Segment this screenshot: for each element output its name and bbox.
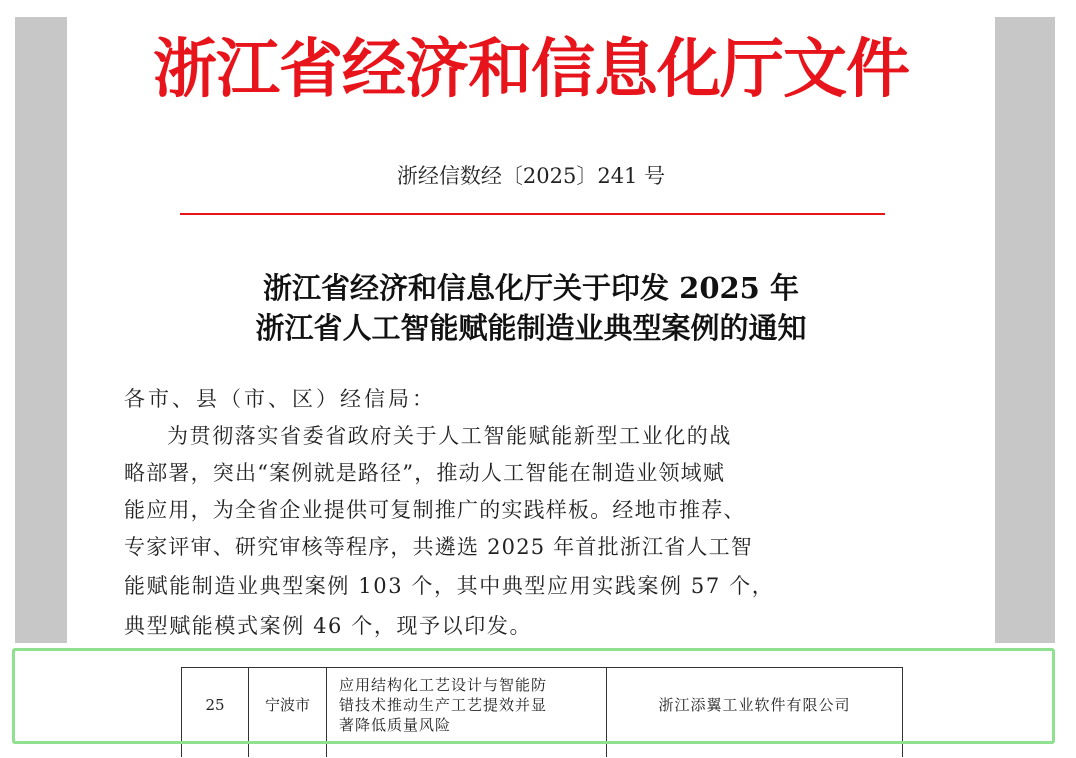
table-row-partial	[182, 743, 903, 758]
notice-title-line-2: 浙江省人工智能赋能制造业典型案例的通知	[255, 311, 807, 345]
case-name-line: 著降低质量风险	[339, 716, 452, 734]
table-cell	[327, 743, 607, 758]
body-line: 能赋能制造业典型案例 103 个，其中典型应用实践案例 57 个，	[124, 574, 775, 598]
body-line: 典型赋能模式案例 46 个，现予以印发。	[124, 614, 533, 638]
table-cell	[182, 743, 249, 758]
city-cell: 宁波市	[249, 668, 327, 743]
selection-highlight-box	[12, 648, 1055, 744]
case-name-line: 应用结构化工艺设计与智能防	[339, 676, 548, 694]
table-cell	[607, 743, 903, 758]
left-margin-bar	[15, 17, 67, 643]
case-name-line: 错技术推动生产工艺提效并显	[339, 696, 548, 714]
document-number: 浙经信数经〔2025〕241 号	[396, 164, 666, 188]
body-line: 为贯彻落实省委省政府关于人工智能赋能新型工业化的战	[167, 424, 732, 448]
company-cell: 浙江添翼工业软件有限公司	[607, 668, 903, 743]
table-cell	[249, 743, 327, 758]
body-line: 能应用，为全省企业提供可复制推广的实践样板。经地市推荐、	[124, 498, 746, 522]
case-number-cell: 25	[182, 668, 249, 743]
right-margin-bar	[995, 17, 1055, 643]
document-page	[67, 0, 995, 758]
notice-title-line-1: 浙江省经济和信息化厅关于印发 2025 年	[263, 271, 799, 305]
body-line: 专家评审、研究审核等程序，共遴选 2025 年首批浙江省人工智	[124, 535, 753, 559]
red-divider-line	[180, 213, 885, 215]
document-header-title: 浙江省经济和信息化厅文件	[153, 33, 909, 107]
salutation: 各市、县（市、区）经信局：	[124, 387, 436, 411]
body-line: 略部署，突出“案例就是路径”，推动人工智能在制造业领域赋	[124, 461, 726, 485]
